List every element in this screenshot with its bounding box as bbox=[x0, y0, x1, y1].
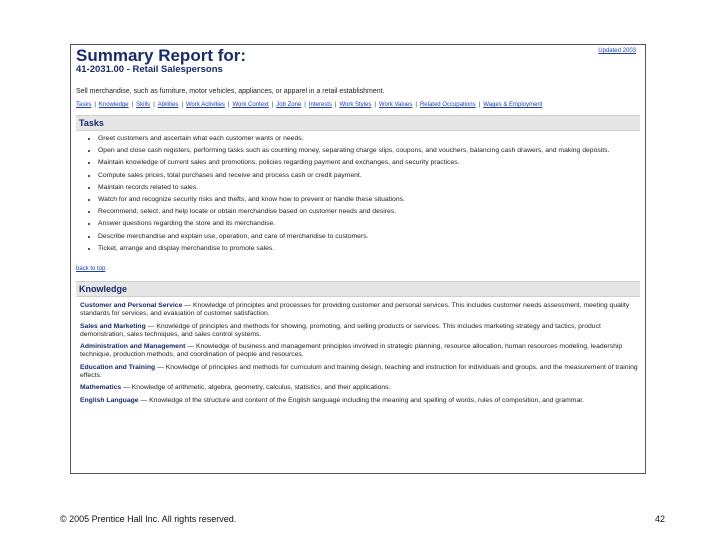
knowledge-term: English Language bbox=[80, 396, 139, 404]
task-item: • Compute sales prices, total purchases and receive and process cash or credit payment. bbox=[98, 172, 640, 180]
knowledge-item bbox=[80, 364, 640, 380]
knowledge-item bbox=[80, 397, 640, 405]
copyright-notice: © 2005 Prentice Hall Inc. All rights reserved. bbox=[60, 514, 237, 524]
nav-link-interests[interactable]: Interests bbox=[308, 102, 332, 108]
task-item: • Describe merchandise and explain use, operation, and care of merchandise to customers. bbox=[98, 233, 640, 241]
nav-separator: | bbox=[415, 102, 417, 108]
nav-separator: | bbox=[304, 102, 306, 108]
nav-link-abilities[interactable]: Abilities bbox=[157, 102, 179, 108]
task-item: • Open and close cash registers, performing tasks such as counting money, separating charge slips, coupons, and vouchers, balancing cash drawers, and making deposits. bbox=[98, 147, 640, 155]
knowledge-item bbox=[80, 384, 640, 392]
knowledge-text: Knowledge of principles and processes for providing customer and personal services. This includes customer needs assessment, meeting quality standards for services, and evaluation of customer satisfaction. bbox=[80, 302, 630, 318]
task-item: • Recommend, select, and help locate or obtain merchandise based on customer needs and desires. bbox=[98, 208, 640, 216]
nav-separator: | bbox=[131, 102, 134, 108]
nav-separator: | bbox=[227, 102, 230, 108]
nav-link-work-context[interactable]: Work Context bbox=[232, 102, 269, 108]
nav-separator: | bbox=[153, 102, 155, 108]
nav-link-skills[interactable]: Skills bbox=[136, 102, 151, 108]
nav-link-job-zone[interactable]: Job Zone bbox=[276, 102, 302, 108]
nav-link-related-occupations[interactable]: Related Occupations bbox=[419, 102, 476, 108]
updated-link[interactable]: Updated 2003 bbox=[598, 48, 636, 54]
task-item: • Maintain knowledge of current sales and promotions, policies regarding payment and exchanges, and security practices. bbox=[98, 159, 640, 167]
section-heading-tasks: Tasks bbox=[76, 115, 640, 131]
knowledge-text: Knowledge of the structure and content of the English language including the meaning and spelling of words, rules of composition, and grammar. bbox=[149, 396, 585, 404]
knowledge-dash: — bbox=[155, 363, 166, 371]
knowledge-term: Sales and Marketing bbox=[80, 322, 146, 330]
task-item: • Greet customers and ascertain what each customer wants or needs. bbox=[98, 135, 640, 143]
nav-separator: | bbox=[94, 102, 96, 108]
knowledge-list bbox=[80, 302, 640, 405]
knowledge-term: Education and Training bbox=[80, 363, 156, 371]
knowledge-term: Administration and Management bbox=[80, 343, 186, 351]
knowledge-text: Knowledge of principles and methods for curriculum and training design, teaching and instruction for individuals and groups, and the measurement of training effects. bbox=[80, 363, 638, 380]
knowledge-dash: — bbox=[138, 396, 150, 404]
occupation-title: 41-2031.00 - Retail Salespersons bbox=[76, 64, 223, 75]
knowledge-dash: — bbox=[145, 322, 157, 330]
knowledge-term: Mathematics bbox=[80, 384, 122, 392]
nav-link-work-activities[interactable]: Work Activities bbox=[186, 102, 225, 108]
report-title: Summary Report for: bbox=[76, 46, 247, 65]
knowledge-text: Knowledge of business and management principles involved in strategic planning, resource allocation, human resources modeling, leadership technique, production methods, and coordination of people and resources. bbox=[80, 343, 623, 359]
knowledge-text: Knowledge of arithmetic, algebra, geometry, calculus, statistics, and their applications. bbox=[131, 384, 391, 392]
task-item: • Ticket, arrange and display merchandise to promote sales. bbox=[98, 245, 640, 253]
section-nav bbox=[76, 101, 640, 109]
nav-separator: | bbox=[478, 102, 481, 108]
task-item: • Answer questions regarding the store and its merchandise. bbox=[98, 220, 640, 228]
nav-separator: | bbox=[181, 102, 183, 108]
nav-separator: | bbox=[334, 102, 337, 108]
knowledge-item bbox=[80, 302, 640, 318]
section-heading-knowledge: Knowledge bbox=[76, 281, 640, 297]
nav-separator: | bbox=[271, 102, 274, 108]
nav-link-knowledge[interactable]: Knowledge bbox=[98, 102, 129, 108]
nav-link-work-styles[interactable]: Work Styles bbox=[339, 102, 372, 108]
knowledge-dash: — bbox=[182, 302, 193, 310]
task-item: • Watch for and recognize security risks and thefts, and know how to prevent or handle these situations. bbox=[98, 196, 640, 204]
nav-link-wages-employment[interactable]: Wages & Employment bbox=[483, 102, 543, 108]
knowledge-item bbox=[80, 323, 640, 339]
nav-separator: | bbox=[374, 102, 376, 108]
nav-link-work-values[interactable]: Work Values bbox=[378, 102, 413, 108]
knowledge-dash: — bbox=[121, 384, 132, 392]
task-list bbox=[76, 135, 640, 253]
knowledge-dash: — bbox=[185, 343, 196, 351]
report-screenshot bbox=[70, 44, 646, 474]
occupation-description: Sell merchandise, such as furniture, motor vehicles, appliances, or apparel in a retail establishment. bbox=[76, 88, 385, 95]
nav-link-tasks[interactable]: Tasks bbox=[76, 102, 92, 108]
knowledge-item bbox=[80, 343, 640, 359]
page-number: 42 bbox=[655, 514, 666, 524]
knowledge-term: Customer and Personal Service bbox=[80, 302, 183, 310]
task-item: • Maintain records related to sales. bbox=[98, 184, 640, 192]
back-to-top-link[interactable]: back to top bbox=[76, 266, 106, 273]
knowledge-text: Knowledge of principles and methods for showing, promoting, and selling products or services. This includes marketing strategy and tactics, product demonstration, sales techniques, and sales control systems. bbox=[80, 322, 601, 338]
